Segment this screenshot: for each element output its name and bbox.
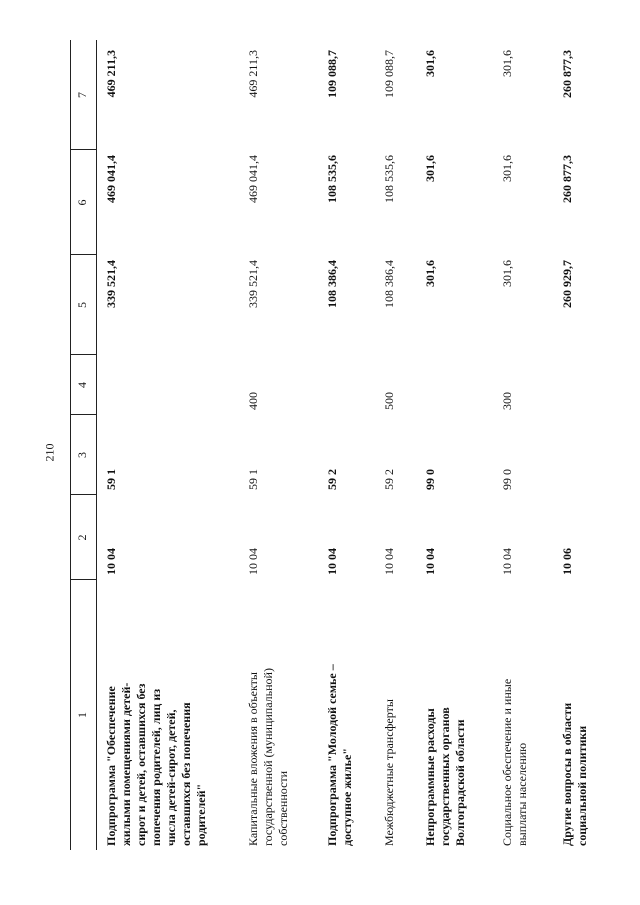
row-value-2016: 260 877,3 — [560, 50, 574, 98]
row-section: 10 04 — [246, 548, 260, 575]
row-value-2014: 301,6 — [423, 260, 437, 287]
row-value-2016: 469 211,3 — [104, 50, 118, 98]
row-value-2016: 109 088,7 — [382, 50, 396, 98]
row-value-2015: 301,6 — [423, 155, 437, 182]
row-value-2015: 108 535,6 — [325, 155, 339, 203]
row-section: 10 04 — [104, 548, 118, 575]
header-col-2: 2 — [75, 534, 89, 541]
header-col-7: 7 — [75, 92, 89, 98]
row-type: 400 — [246, 392, 260, 410]
header-col-1: 1 — [75, 712, 89, 718]
header-col-4: 4 — [75, 382, 89, 388]
header-top-rule — [70, 40, 71, 850]
row-name: Другие вопросы в области социальной политики — [560, 702, 589, 846]
row-section: 10 04 — [500, 548, 514, 575]
row-value-2014: 108 386,4 — [325, 260, 339, 308]
row-value-2015: 301,6 — [500, 155, 514, 182]
row-value-2016: 301,6 — [500, 50, 514, 77]
row-target: 59 2 — [382, 469, 396, 490]
row-value-2014: 339 521,4 — [104, 260, 118, 308]
row-type: 500 — [382, 392, 396, 410]
header-col-6: 6 — [75, 199, 89, 206]
row-target: 59 1 — [104, 469, 118, 490]
row-section: 10 04 — [382, 548, 396, 575]
row-section: 10 04 — [325, 548, 339, 575]
row-target: 99 0 — [423, 469, 437, 490]
row-value-2015: 469 041,4 — [104, 155, 118, 203]
row-section: 10 04 — [423, 548, 437, 575]
row-name: Подпрограмма "Обеспечение жилыми помещениями детей-сирот и детей, оставшихся без попечения родителей, лиц из числа детей-сирот, детей, оставшихся без попечения родителей" — [104, 682, 208, 846]
row-value-2016: 469 211,3 — [246, 50, 260, 98]
row-value-2015: 469 041,4 — [246, 155, 260, 203]
row-type: 300 — [500, 392, 514, 410]
row-name: Социальное обеспечение и иные выплаты населению — [500, 678, 529, 846]
row-value-2014: 260 929,7 — [560, 260, 574, 308]
budget-table — [70, 40, 610, 850]
header-col-3: 3 — [75, 452, 89, 458]
row-name: Подпрограмма "Молодой семье – доступное жилье" — [325, 664, 354, 846]
row-value-2014: 301,6 — [500, 260, 514, 287]
header-col-5: 5 — [75, 302, 89, 308]
row-name: Капитальные вложения в объекты государственной (муниципальной) собственности — [246, 668, 290, 846]
header-bottom-rule — [96, 40, 97, 850]
row-value-2014: 108 386,4 — [382, 260, 396, 308]
row-value-2016: 301,6 — [423, 50, 437, 77]
row-value-2015: 108 535,6 — [382, 155, 396, 203]
row-name: Межбюджетные трансферты — [382, 699, 396, 846]
page-number: 210 — [42, 443, 57, 462]
row-target: 59 2 — [325, 469, 339, 490]
row-name: Непрограммные расходы государственных органов Волгоградской области — [423, 707, 467, 846]
row-value-2014: 339 521,4 — [246, 260, 260, 308]
row-value-2016: 109 088,7 — [325, 50, 339, 98]
row-value-2015: 260 877,3 — [560, 155, 574, 203]
row-target: 59 1 — [246, 469, 260, 490]
row-target: 99 0 — [500, 469, 514, 490]
row-section: 10 06 — [560, 548, 574, 575]
